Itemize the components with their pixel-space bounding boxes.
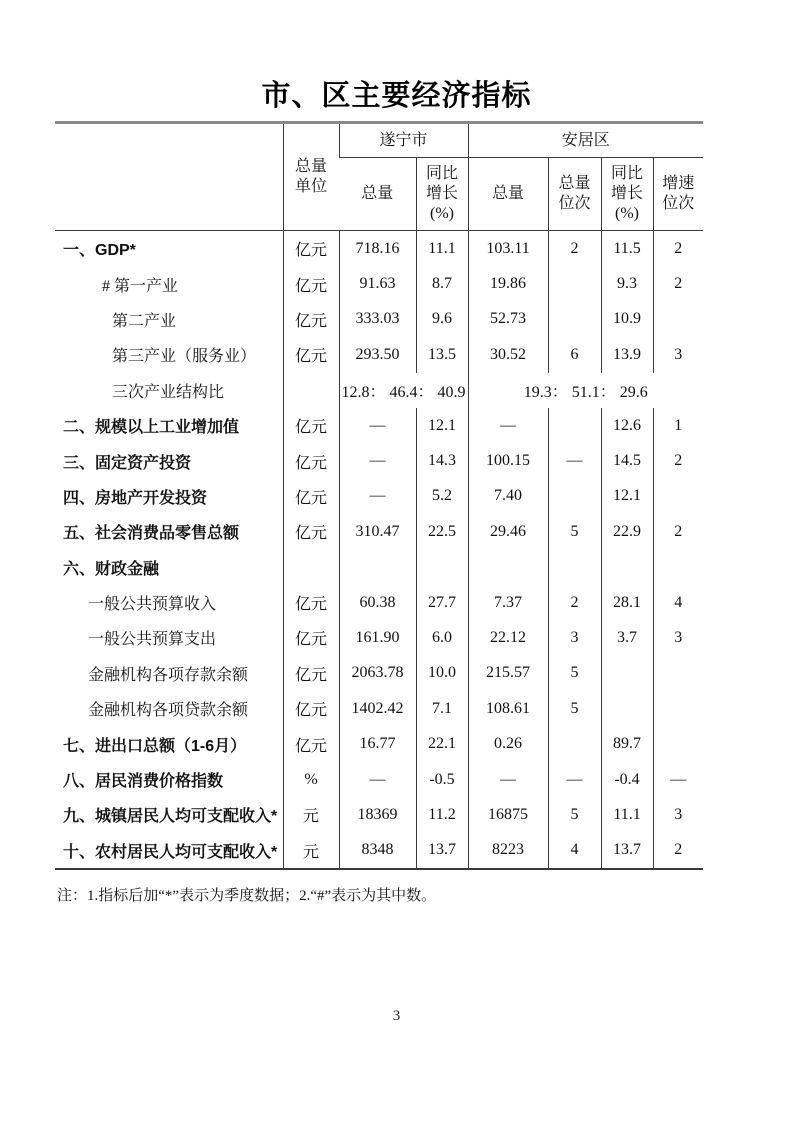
unit-cell: 亿元: [283, 514, 339, 549]
indicator-label: 金融机构各项贷款余额: [88, 702, 249, 720]
suining-growth-cell: 22.1: [416, 726, 468, 761]
unit-header-line1: 总量: [294, 158, 327, 175]
suining-growth-cell: 11.1: [416, 231, 468, 267]
anju-growth-rank-cell: 4: [653, 585, 703, 620]
suining-growth-cell: 9.6: [416, 302, 468, 337]
suining-growth-cell: 14.3: [416, 443, 468, 478]
suining-growth-cell: 13.5: [416, 337, 468, 372]
anju-growth-rank-cell: 2: [653, 514, 703, 549]
anju-growth-rank-cell: [653, 691, 703, 726]
unit-cell: %: [283, 762, 339, 797]
table-row: [55, 620, 703, 655]
anju-total-rank-cell: [548, 266, 601, 301]
anju-growth-cell: 10.9: [601, 302, 653, 337]
suining-growth-header: 同比 增长 (%): [416, 158, 468, 231]
unit-cell: 亿元: [283, 266, 339, 301]
anju-total-rank-cell: 6: [548, 337, 601, 372]
anju-growth-rank-cell: 1: [653, 408, 703, 443]
table-row: [55, 762, 703, 797]
suining-total-cell: —: [339, 443, 416, 478]
table-row: [55, 337, 703, 372]
anju-total-rank-cell: 4: [548, 833, 601, 869]
anju-total-header: 总量: [468, 158, 548, 231]
table-row: [55, 550, 703, 585]
anju-growth-rank-cell: 2: [653, 443, 703, 478]
suining-growth-cell: 5.2: [416, 479, 468, 514]
anju-growth-rank-header: 增速 位次: [653, 158, 703, 231]
suining-growth-cell: 13.7: [416, 833, 468, 869]
anju-total-cell: 29.46: [468, 514, 548, 549]
suining-growth-cell: 27.7: [416, 585, 468, 620]
anju-growth-cell: 13.7: [601, 833, 653, 869]
indicator-label: 二、规模以上工业增加值: [63, 419, 240, 437]
unit-cell: 亿元: [283, 443, 339, 478]
anju-total-rank-cell: 5: [548, 797, 601, 832]
unit-cell: 亿元: [283, 691, 339, 726]
indicator-label: 金融机构各项存款余额: [88, 666, 249, 684]
unit-cell: 亿元: [283, 479, 339, 514]
suining-total-cell: —: [339, 479, 416, 514]
table-row: [55, 231, 703, 267]
table-row: [55, 514, 703, 549]
indicator-label: 三、固定资产投资: [63, 454, 192, 472]
unit-cell: [283, 373, 339, 408]
suining-growth-cell: -0.5: [416, 762, 468, 797]
anju-structure-ratio-cell: 19.3： 51.1： 29.6: [468, 373, 703, 408]
anju-total-rank-cell: —: [548, 443, 601, 478]
anju-growth-cell: 12.1: [601, 479, 653, 514]
table-row: [55, 691, 703, 726]
table-header: [55, 123, 703, 231]
anju-total-cell: 108.61: [468, 691, 548, 726]
anju-growth-rank-cell: —: [653, 762, 703, 797]
unit-cell: 元: [283, 833, 339, 869]
anju-total-rank-cell: [548, 479, 601, 514]
anju-total-rank-cell: 5: [548, 514, 601, 549]
indicator-label: 一、GDP*: [63, 242, 136, 260]
suining-growth-cell: 12.1: [416, 408, 468, 443]
table-row: [55, 302, 703, 337]
suining-total-cell: 2063.78: [339, 656, 416, 691]
anju-growth-rank-cell: [653, 726, 703, 761]
unit-cell: 亿元: [283, 656, 339, 691]
suining-total-cell: 8348: [339, 833, 416, 869]
anju-growth-cell: 22.9: [601, 514, 653, 549]
anju-total-cell: 16875: [468, 797, 548, 832]
suining-growth-cell: 22.5: [416, 514, 468, 549]
footnote: 注：1.指标后加“*”表示为季度数据；2.“#”表示为其中数。: [57, 888, 437, 905]
anju-total-rank-cell: 3: [548, 620, 601, 655]
header-row-groups: [55, 123, 703, 158]
suining-total-cell: [339, 550, 416, 585]
table-body: [55, 231, 703, 870]
anju-growth-rank-cell: 3: [653, 620, 703, 655]
suining-total-cell: 1402.42: [339, 691, 416, 726]
suining-total-cell: 310.47: [339, 514, 416, 549]
anju-total-rank-cell: 2: [548, 231, 601, 267]
table-row: [55, 797, 703, 832]
suining-growth-cell: 7.1: [416, 691, 468, 726]
indicator-label: 五、社会消费品零售总额: [63, 525, 240, 543]
table-row: [55, 408, 703, 443]
suining-total-cell: —: [339, 408, 416, 443]
indicator-label: 六、财政金融: [63, 560, 160, 578]
suining-total-cell: 161.90: [339, 620, 416, 655]
suining-growth-cell: [416, 550, 468, 585]
suining-city-group-header: 遂宁市: [339, 123, 468, 158]
indicator-label: 八、居民消费价格指数: [63, 773, 224, 791]
unit-header-line2: 单位: [294, 178, 327, 195]
suining-growth-cell: 11.2: [416, 797, 468, 832]
anju-total-cell: 30.52: [468, 337, 548, 372]
page-number: 3: [392, 1008, 401, 1024]
suining-total-cell: 60.38: [339, 585, 416, 620]
indicator-label: 十、农村居民人均可支配收入*: [63, 843, 278, 861]
anju-growth-cell: 11.1: [601, 797, 653, 832]
indicator-column-header: [55, 123, 283, 231]
indicator-label: 三次产业结构比: [112, 383, 225, 401]
table-row: [55, 585, 703, 620]
anju-total-cell: 0.26: [468, 726, 548, 761]
anju-growth-rank-cell: 3: [653, 797, 703, 832]
anju-total-cell: 215.57: [468, 656, 548, 691]
table-row: [55, 833, 703, 869]
anju-total-cell: [468, 550, 548, 585]
unit-column-header: [283, 123, 339, 231]
unit-cell: 亿元: [283, 620, 339, 655]
suining-structure-ratio-cell: 12.8： 46.4： 40.9: [339, 373, 468, 408]
anju-growth-rank-cell: [653, 550, 703, 585]
anju-growth-rank-cell: [653, 302, 703, 337]
anju-growth-rank-cell: 2: [653, 231, 703, 267]
anju-total-cell: —: [468, 762, 548, 797]
anju-growth-cell: [601, 691, 653, 726]
anju-growth-cell: 3.7: [601, 620, 653, 655]
unit-cell: 元: [283, 797, 339, 832]
anju-total-rank-header: 总量 位次: [548, 158, 601, 231]
suining-total-cell: 333.03: [339, 302, 416, 337]
anju-growth-cell: 14.5: [601, 443, 653, 478]
anju-total-rank-cell: [548, 550, 601, 585]
anju-growth-cell: 28.1: [601, 585, 653, 620]
anju-total-cell: 100.15: [468, 443, 548, 478]
anju-total-cell: 103.11: [468, 231, 548, 267]
unit-cell: 亿元: [283, 337, 339, 372]
indicator-label: 一般公共预算收入: [88, 596, 217, 614]
suining-total-cell: 718.16: [339, 231, 416, 267]
suining-growth-cell: 6.0: [416, 620, 468, 655]
anju-total-cell: 8223: [468, 833, 548, 869]
anju-total-rank-cell: 2: [548, 585, 601, 620]
anju-growth-cell: [601, 656, 653, 691]
table-row: [55, 656, 703, 691]
suining-total-cell: 91.63: [339, 266, 416, 301]
page-title: 市、区主要经济指标: [261, 80, 532, 112]
table-row: [55, 266, 703, 301]
table-row: [55, 726, 703, 761]
anju-total-cell: 52.73: [468, 302, 548, 337]
anju-total-rank-cell: [548, 408, 601, 443]
anju-total-rank-cell: 5: [548, 656, 601, 691]
anju-total-rank-cell: [548, 726, 601, 761]
anju-total-rank-cell: 5: [548, 691, 601, 726]
unit-cell: 亿元: [283, 585, 339, 620]
indicator-label: 一般公共预算支出: [88, 631, 217, 649]
anju-growth-cell: -0.4: [601, 762, 653, 797]
indicator-label: 七、进出口总额（1-6月）: [63, 737, 247, 755]
suining-total-cell: —: [339, 762, 416, 797]
anju-total-cell: 7.37: [468, 585, 548, 620]
suining-total-cell: 293.50: [339, 337, 416, 372]
anju-growth-rank-cell: [653, 479, 703, 514]
suining-total-header: 总量: [339, 158, 416, 231]
anju-total-cell: 19.86: [468, 266, 548, 301]
anju-growth-rank-cell: [653, 656, 703, 691]
anju-growth-cell: [601, 550, 653, 585]
anju-total-cell: 22.12: [468, 620, 548, 655]
anju-total-cell: —: [468, 408, 548, 443]
anju-growth-cell: 89.7: [601, 726, 653, 761]
unit-cell: 亿元: [283, 302, 339, 337]
indicator-label: 九、城镇居民人均可支配收入*: [63, 808, 278, 826]
indicator-label: 第三产业（服务业）: [112, 348, 257, 366]
suining-growth-cell: 10.0: [416, 656, 468, 691]
anju-growth-rank-cell: 2: [653, 833, 703, 869]
anju-growth-cell: 12.6: [601, 408, 653, 443]
anju-growth-cell: 9.3: [601, 266, 653, 301]
anju-growth-cell: 11.5: [601, 231, 653, 267]
table-row: [55, 373, 703, 408]
anju-total-cell: 7.40: [468, 479, 548, 514]
suining-total-cell: 16.77: [339, 726, 416, 761]
indicator-label: # 第一产业: [102, 277, 179, 295]
anju-growth-rank-cell: 2: [653, 266, 703, 301]
anju-growth-cell: 13.9: [601, 337, 653, 372]
anju-total-rank-cell: —: [548, 762, 601, 797]
indicator-label: 四、房地产开发投资: [63, 489, 208, 507]
anju-growth-rank-cell: 3: [653, 337, 703, 372]
indicator-label: 第二产业: [112, 312, 177, 330]
unit-cell: 亿元: [283, 408, 339, 443]
anju-total-rank-cell: [548, 302, 601, 337]
unit-cell: [283, 550, 339, 585]
suining-total-cell: 18369: [339, 797, 416, 832]
anju-growth-header: 同比 增长 (%): [601, 158, 653, 231]
suining-growth-cell: 8.7: [416, 266, 468, 301]
economic-indicators-table: [55, 121, 703, 870]
unit-cell: 亿元: [283, 726, 339, 761]
unit-cell: 亿元: [283, 231, 339, 267]
anju-district-group-header: 安居区: [468, 123, 703, 158]
table-row: [55, 479, 703, 514]
table-row: [55, 443, 703, 478]
